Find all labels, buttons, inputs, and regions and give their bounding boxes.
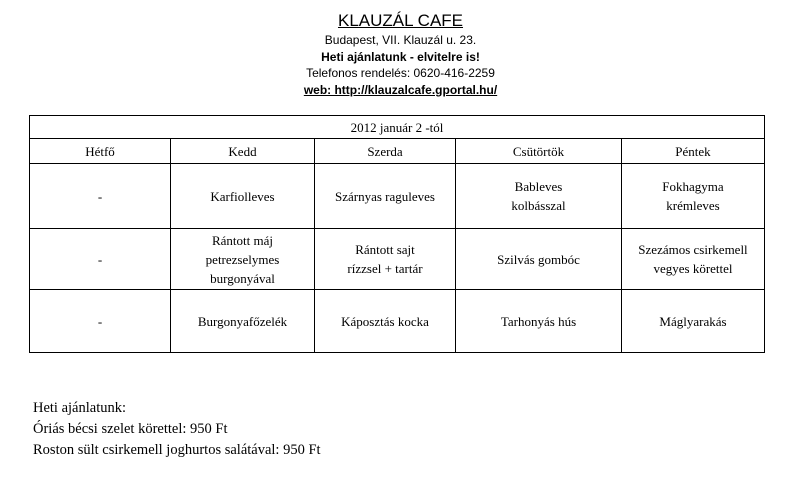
- weekly-offer-item: Roston sült csirkemell joghurtos salátával: 950 Ft: [33, 442, 321, 458]
- weekly-offer-item: Óriás bécsi szelet körettel: 950 Ft: [33, 421, 228, 437]
- day-header: Hétfő: [30, 139, 171, 164]
- cafe-title: KLAUZÁL CAFE: [337, 11, 464, 30]
- cafe-tagline: Heti ajánlatunk - elvitelre is!: [321, 49, 480, 64]
- cafe-web-link[interactable]: web: http://klauzalcafe.gportal.hu/: [303, 82, 498, 97]
- menu-cell: Rántott máj petrezselymes burgonyával: [171, 229, 315, 290]
- menu-cell: Fokhagyma krémleves: [622, 164, 765, 229]
- weekly-offers: [33, 398, 321, 461]
- menu-cell: -: [30, 164, 171, 229]
- table-row: [30, 164, 765, 229]
- menu-cell: Szárnyas raguleves: [315, 164, 456, 229]
- cafe-phone: Telefonos rendelés: 0620-416-2259: [306, 66, 495, 80]
- table-row: [30, 290, 765, 353]
- menu-cell: Bableves kolbásszal: [456, 164, 622, 229]
- menu-cell: Tarhonyás hús: [456, 290, 622, 353]
- cafe-address: Budapest, VII. Klauzál u. 23.: [324, 33, 477, 47]
- weekly-offers-heading: Heti ajánlatunk:: [33, 400, 127, 416]
- day-header: Kedd: [171, 139, 315, 164]
- menu-cell: Karfiolleves: [171, 164, 315, 229]
- document-header: [0, 10, 801, 98]
- day-header: Péntek: [622, 139, 765, 164]
- menu-cell: Rántott sajt rízzsel + tartár: [315, 229, 456, 290]
- menu-cell: Szilvás gombóc: [456, 229, 622, 290]
- menu-cell: Szezámos csirkemell vegyes körettel: [622, 229, 765, 290]
- menu-date-heading: 2012 január 2 -tól: [30, 116, 765, 139]
- day-header: Szerda: [315, 139, 456, 164]
- weekly-menu-table: [29, 115, 765, 353]
- menu-cell: Káposztás kocka: [315, 290, 456, 353]
- menu-cell: Burgonyafőzelék: [171, 290, 315, 353]
- menu-cell: -: [30, 229, 171, 290]
- menu-cell: Máglyarakás: [622, 290, 765, 353]
- menu-cell: -: [30, 290, 171, 353]
- day-header: Csütörtök: [456, 139, 622, 164]
- table-row: [30, 229, 765, 290]
